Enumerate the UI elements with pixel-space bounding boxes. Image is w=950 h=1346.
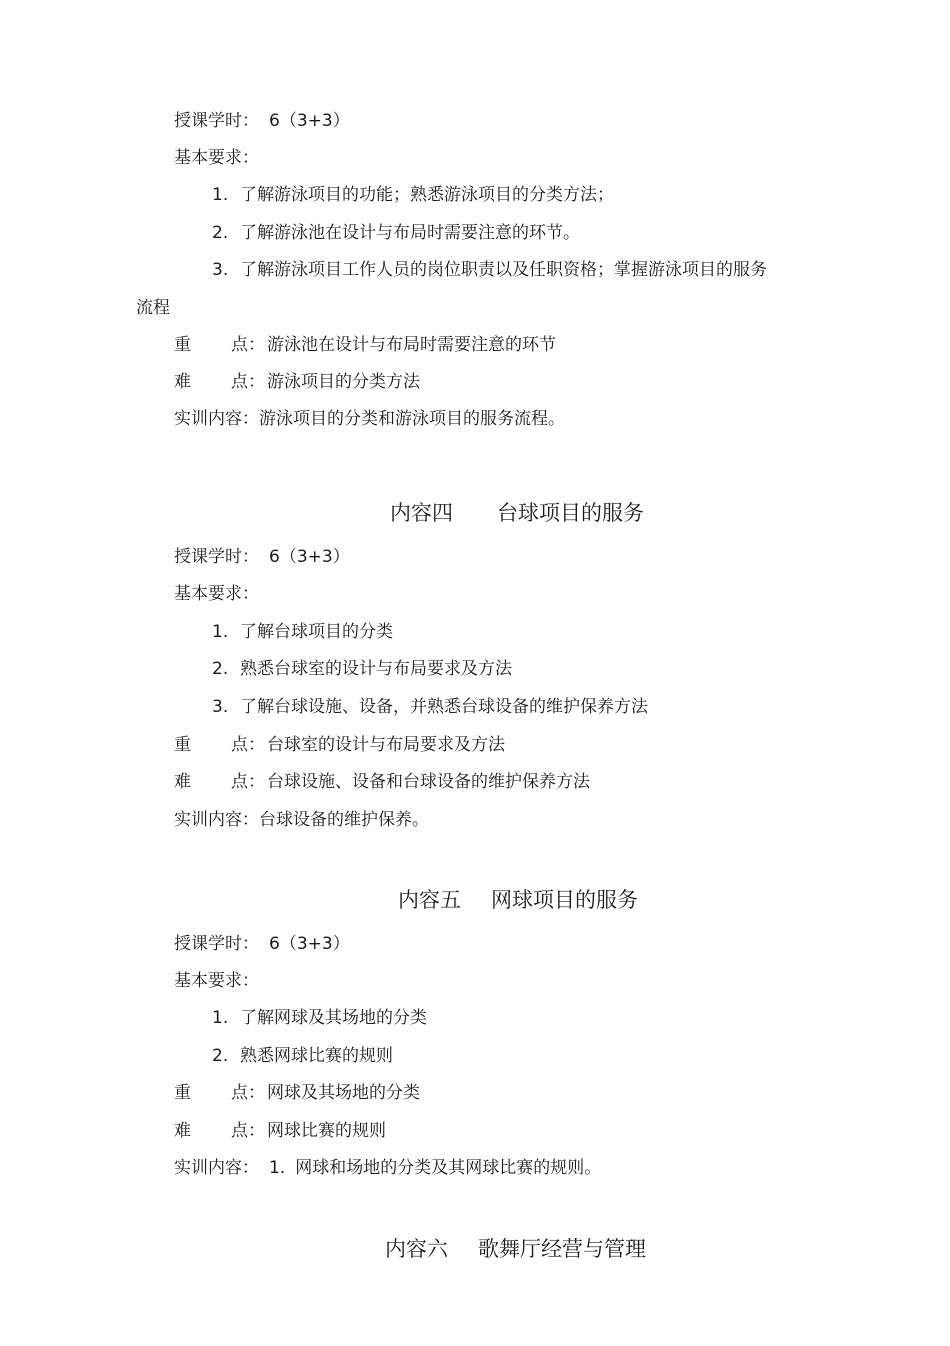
s5-practice [174, 1157, 601, 1179]
s5-hours-label: 授课学时： [174, 934, 259, 954]
s5-item-2-text: 熟悉网球比赛的规则 [240, 1046, 393, 1066]
s3-key-point [174, 334, 556, 356]
s4-key-text: 台球室的设计与布局要求及方法 [267, 735, 505, 755]
s4-hours-value: 6（3+3） [269, 547, 350, 567]
s3-key-text: 游泳池在设计与布局时需要注意的环节 [267, 335, 556, 355]
s4-practice-text: 台球设备的维护保养。 [259, 810, 429, 830]
s4-item-3-text: 了解台球设施、设备，并熟悉台球设备的维护保养方法 [240, 697, 648, 717]
s3-item-1 [212, 184, 614, 206]
s4-requirements-label: 基本要求： [174, 584, 259, 604]
s4-hours-label: 授课学时： [174, 547, 259, 567]
s6-heading-num: 内容六 [385, 1237, 448, 1261]
s4-practice-label: 实训内容： [174, 810, 259, 830]
s3-item-1-num: 1. [212, 185, 229, 205]
s6-heading [385, 1236, 646, 1262]
s4-key-label-a: 重 [174, 735, 191, 755]
s5-hard-label-a: 难 [174, 1121, 191, 1141]
s3-hard-text: 游泳项目的分类方法 [267, 372, 420, 392]
s5-hours-value: 6（3+3） [269, 934, 350, 954]
s5-heading-num: 内容五 [398, 888, 461, 912]
s5-key-text: 网球及其场地的分类 [267, 1083, 420, 1103]
s3-item-3-num: 3. [212, 260, 229, 280]
s5-item-1-num: 1. [212, 1008, 229, 1028]
s5-key-label-a: 重 [174, 1083, 191, 1103]
s5-heading-title: 网球项目的服务 [491, 888, 638, 912]
s3-item-3-text: 了解游泳项目工作人员的岗位职责以及任职资格；掌握游泳项目的服务 [240, 260, 767, 280]
s5-item-2 [212, 1045, 393, 1067]
s3-requirements-label: 基本要求： [174, 148, 259, 168]
s3-hard-point [174, 371, 420, 393]
s3-item-1-text: 了解游泳项目的功能；熟悉游泳项目的分类方法； [240, 185, 614, 205]
s3-hours-value: 6（3+3） [269, 111, 350, 131]
s4-heading-title: 台球项目的服务 [497, 501, 644, 525]
s3-practice [174, 408, 565, 430]
s5-key-label-b: 点： [231, 1083, 265, 1103]
s5-hard-point [174, 1120, 386, 1142]
s5-item-1 [212, 1007, 427, 1029]
s4-hours [174, 546, 350, 568]
s4-item-1 [212, 621, 393, 643]
s3-key-label-b: 点： [231, 335, 265, 355]
s4-item-3-num: 3. [212, 697, 229, 717]
s3-hard-label-b: 点： [231, 372, 265, 392]
s5-practice-text: 网球和场地的分类及其网球比赛的规则。 [295, 1158, 602, 1178]
s5-item-1-text: 了解网球及其场地的分类 [240, 1008, 427, 1028]
s3-item-3-continued: 流程 [136, 298, 170, 318]
s4-key-point [174, 734, 505, 756]
s4-item-2-text: 熟悉台球室的设计与布局要求及方法 [240, 659, 512, 679]
s3-hard-label-a: 难 [174, 372, 191, 392]
s5-heading [398, 887, 638, 913]
s5-hours [174, 933, 350, 955]
s4-hard-text: 台球设施、设备和台球设备的维护保养方法 [267, 772, 590, 792]
s4-heading-num: 内容四 [390, 501, 453, 525]
s4-practice [174, 809, 429, 831]
s3-practice-text: 游泳项目的分类和游泳项目的服务流程。 [259, 409, 565, 429]
s3-item-2 [212, 222, 580, 244]
s4-item-2 [212, 658, 512, 680]
s4-hard-label-a: 难 [174, 772, 191, 792]
s5-requirements-label: 基本要求： [174, 971, 259, 991]
s5-hard-label-b: 点： [231, 1121, 265, 1141]
s4-item-2-num: 2. [212, 659, 229, 679]
s3-hours-label: 授课学时： [174, 111, 259, 131]
s3-key-label-a: 重 [174, 335, 191, 355]
s4-key-label-b: 点： [231, 735, 265, 755]
s6-heading-title: 歌舞厅经营与管理 [478, 1237, 646, 1261]
s4-hard-label-b: 点： [231, 772, 265, 792]
s5-key-point [174, 1082, 420, 1104]
s4-item-1-text: 了解台球项目的分类 [240, 622, 393, 642]
s3-item-2-num: 2. [212, 223, 229, 243]
s3-hours [174, 110, 350, 132]
s5-practice-num: 1. [269, 1158, 286, 1178]
s4-heading [390, 500, 644, 526]
s4-item-1-num: 1. [212, 622, 229, 642]
s3-item-3 [212, 259, 767, 281]
s4-item-3 [212, 696, 648, 718]
s4-hard-point [174, 771, 590, 793]
s3-practice-label: 实训内容： [174, 409, 259, 429]
s5-item-2-num: 2. [212, 1046, 229, 1066]
s3-item-2-text: 了解游泳池在设计与布局时需要注意的环节。 [240, 223, 580, 243]
s5-practice-label: 实训内容： [174, 1158, 259, 1178]
s5-hard-text: 网球比赛的规则 [267, 1121, 386, 1141]
